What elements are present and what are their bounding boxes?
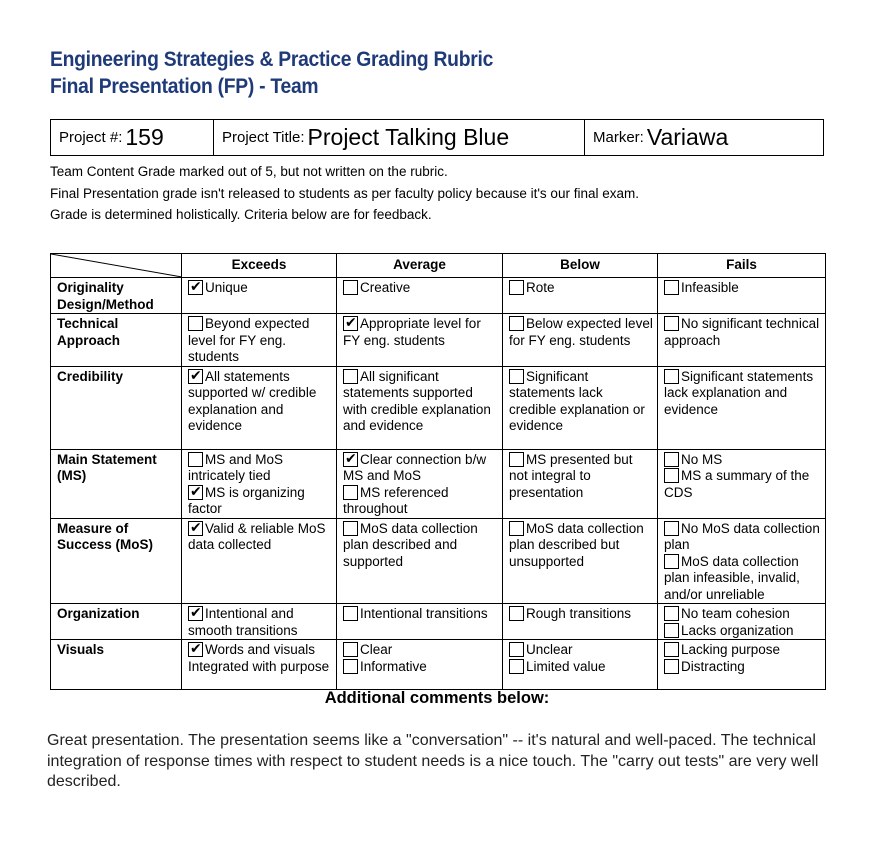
rubric-option — [664, 369, 821, 419]
rubric-row-measure-of-success-mos — [51, 518, 826, 604]
rubric-row-main-statement-ms — [51, 449, 826, 518]
option-label: Words and visuals Integrated with purpose — [188, 642, 330, 674]
criterion-label: Organization — [51, 604, 182, 640]
option-label: Limited value — [526, 658, 606, 674]
project-title-value: Project Talking Blue — [307, 124, 510, 150]
note-release-policy: Final Presentation grade isn't released to students as per faculty policy because it's our final exam. — [50, 186, 639, 201]
checkbox[interactable] — [188, 316, 203, 331]
checkbox[interactable] — [664, 452, 679, 467]
rubric-option — [664, 280, 821, 297]
rubric-cell-average — [337, 604, 503, 640]
rubric-option — [188, 280, 332, 297]
rubric-cell-below — [503, 640, 658, 690]
checkbox[interactable] — [664, 606, 679, 621]
checkbox[interactable] — [664, 623, 679, 638]
checked-checkbox[interactable] — [188, 521, 203, 536]
checkbox[interactable] — [664, 468, 679, 483]
option-label: Appropriate level for FY eng. students — [343, 316, 481, 348]
rubric-option — [664, 623, 821, 640]
rubric-option — [343, 369, 498, 435]
checkbox[interactable] — [664, 521, 679, 536]
rubric-cell-below — [503, 366, 658, 449]
rubric-option — [188, 452, 332, 485]
option-label: Lacking purpose — [681, 642, 781, 657]
checked-checkbox[interactable] — [188, 280, 203, 295]
rubric-cell-average — [337, 518, 503, 604]
rubric-header-row — [51, 254, 826, 278]
rubric-option — [509, 452, 653, 502]
option-label: Significant statements lack explanation and evidence — [664, 368, 814, 417]
option-label: Clear connection b/w MS and MoS — [343, 451, 487, 483]
rubric-option — [188, 642, 332, 675]
note-grade-scale: Team Content Grade marked out of 5, but not written on the rubric. — [50, 164, 448, 179]
rubric-row-organization — [51, 604, 826, 640]
checked-checkbox[interactable] — [188, 369, 203, 384]
option-label: Intentional and smooth transitions — [188, 606, 298, 638]
option-label: Infeasible — [681, 280, 739, 295]
option-label: Beyond expected level for FY eng. students — [188, 316, 310, 364]
rubric-row-visuals — [51, 640, 826, 690]
checkbox[interactable] — [343, 521, 358, 536]
rubric-option — [188, 369, 332, 435]
rubric-option — [509, 606, 653, 623]
rubric-cell-fails — [658, 640, 826, 690]
rubric-option — [343, 659, 498, 676]
option-label: MoS data collection plan described but unsupported — [509, 520, 644, 569]
checkbox[interactable] — [509, 521, 524, 536]
diagonal-line — [51, 254, 182, 277]
comments-body: Great presentation. The presentation seems like a "conversation" -- it's natural and well-paced. The technical integration of response times with respect to student needs is a nice touch. The "carry out tests" are very well described. — [47, 732, 819, 790]
rubric-row-originality-design-method — [51, 278, 826, 314]
rubric-cell-average — [337, 366, 503, 449]
rubric-cell-below — [503, 604, 658, 640]
rubric-option — [343, 606, 498, 623]
option-label: Clear — [360, 642, 393, 657]
checked-checkbox[interactable] — [188, 485, 203, 500]
rubric-cell-fails — [658, 449, 826, 518]
rubric-option — [343, 642, 498, 659]
corner-cell — [51, 254, 182, 278]
note-holistic: Grade is determined holistically. Criteria below are for feedback. — [50, 207, 432, 222]
column-below: Below — [503, 254, 658, 278]
rubric-cell-exceeds — [182, 640, 337, 690]
checkbox[interactable] — [509, 659, 524, 674]
rubric-row-credibility — [51, 366, 826, 449]
rubric-option — [343, 452, 498, 485]
option-label: Rote — [526, 280, 555, 295]
option-label: Unique — [205, 280, 248, 295]
rubric-cell-average — [337, 640, 503, 690]
rubric-subtitle: Final Presentation (FP) - Team — [50, 75, 319, 98]
option-label: No significant technical approach — [664, 316, 820, 348]
rubric-option — [509, 369, 653, 435]
rubric-option — [188, 521, 332, 554]
project-header — [50, 119, 824, 156]
rubric-cell-exceeds — [182, 314, 337, 367]
marker-label: Marker: — [593, 129, 644, 146]
checkbox[interactable] — [343, 606, 358, 621]
project-number-value: 159 — [125, 124, 164, 150]
rubric-option — [664, 554, 821, 604]
checkbox[interactable] — [509, 280, 524, 295]
option-label: MS referenced throughout — [343, 484, 449, 516]
rubric-cell-fails — [658, 518, 826, 604]
checkbox[interactable] — [509, 316, 524, 331]
criterion-label: Technical Approach — [51, 314, 182, 367]
option-label: Significant statements lack credible explanation or evidence — [509, 368, 645, 433]
checkbox[interactable] — [509, 452, 524, 467]
rubric-option — [664, 468, 821, 501]
checked-checkbox[interactable] — [188, 606, 203, 621]
rubric-option — [664, 452, 821, 469]
rubric-cell-exceeds — [182, 278, 337, 314]
project-title-cell — [214, 120, 585, 155]
option-label: MS is organizing factor — [188, 484, 305, 516]
option-label: Unclear — [526, 642, 573, 657]
rubric-option — [664, 659, 821, 676]
checkbox[interactable] — [343, 485, 358, 500]
rubric-cell-below — [503, 314, 658, 367]
rubric-option — [509, 316, 653, 349]
rubric-option — [343, 280, 498, 297]
rubric-option — [188, 316, 332, 366]
option-label: No MS — [681, 451, 723, 467]
option-label: No team cohesion — [681, 606, 790, 621]
option-label: MS a summary of the CDS — [664, 468, 810, 500]
option-label: Distracting — [681, 658, 745, 674]
option-label: Creative — [360, 280, 411, 295]
rubric-cell-average — [337, 449, 503, 518]
rubric-cell-below — [503, 449, 658, 518]
rubric-cell-fails — [658, 278, 826, 314]
rubric-table — [50, 253, 826, 690]
checkbox[interactable] — [664, 659, 679, 674]
option-label: All significant statements supported with credible explanation and evidence — [343, 368, 491, 433]
rubric-cell-exceeds — [182, 518, 337, 604]
option-label: All statements supported w/ credible explanation and evidence — [188, 368, 317, 433]
checkbox[interactable] — [509, 642, 524, 657]
checkbox[interactable] — [343, 659, 358, 674]
rubric-cell-fails — [658, 604, 826, 640]
checkbox[interactable] — [509, 369, 524, 384]
rubric-option — [343, 521, 498, 571]
checkbox[interactable] — [343, 642, 358, 657]
checkbox[interactable] — [509, 606, 524, 621]
option-label: Lacks organization — [681, 622, 794, 638]
option-label: Intentional transitions — [360, 606, 488, 621]
column-average: Average — [337, 254, 503, 278]
option-label: Informative — [360, 658, 427, 674]
checked-checkbox[interactable] — [343, 452, 358, 467]
rubric-title: Engineering Strategies & Practice Grading Rubric — [50, 48, 494, 71]
option-label: Rough transitions — [526, 606, 632, 621]
checkbox[interactable] — [343, 369, 358, 384]
option-label: MS and MoS intricately tied — [188, 451, 284, 483]
project-title-label: Project Title: — [222, 129, 305, 146]
option-label: No MoS data collection plan — [664, 520, 820, 552]
project-number-label: Project #: — [59, 129, 123, 146]
criterion-label: Main Statement (MS) — [51, 449, 182, 518]
criterion-label: Measure of Success (MoS) — [51, 518, 182, 604]
rubric-option — [509, 659, 653, 676]
rubric-option — [664, 642, 821, 659]
project-number-cell — [51, 120, 214, 155]
criterion-label: Originality Design/Method — [51, 278, 182, 314]
checked-checkbox[interactable] — [188, 642, 203, 657]
rubric-option — [664, 521, 821, 554]
criterion-label: Visuals — [51, 640, 182, 690]
comments-title: Additional comments below: — [324, 689, 550, 707]
rubric-option — [188, 606, 332, 639]
rubric-cell-fails — [658, 314, 826, 367]
checkbox[interactable] — [664, 280, 679, 295]
criterion-label: Credibility — [51, 366, 182, 449]
option-label: MoS data collection plan infeasible, invalid, and/or unreliable — [664, 553, 800, 602]
rubric-option — [664, 316, 821, 349]
checkbox[interactable] — [664, 554, 679, 569]
option-label: MS presented but not integral to presentation — [509, 451, 633, 500]
rubric-option — [343, 316, 498, 349]
column-exceeds: Exceeds — [182, 254, 337, 278]
rubric-cell-fails — [658, 366, 826, 449]
rubric-option — [664, 606, 821, 623]
rubric-option — [343, 485, 498, 518]
rubric-cell-exceeds — [182, 604, 337, 640]
marker-value: Variawa — [646, 124, 729, 150]
rubric-option — [509, 521, 653, 571]
rubric-cell-below — [503, 278, 658, 314]
option-label: MoS data collection plan described and supported — [343, 520, 478, 569]
rubric-option — [188, 485, 332, 518]
rubric-cell-below — [503, 518, 658, 604]
marker-cell — [585, 120, 823, 155]
rubric-cell-average — [337, 314, 503, 367]
checkbox[interactable] — [664, 642, 679, 657]
rubric-cell-exceeds — [182, 366, 337, 449]
checkbox[interactable] — [664, 316, 679, 331]
checkbox[interactable] — [664, 369, 679, 384]
checkbox[interactable] — [343, 280, 358, 295]
option-label: Below expected level for FY eng. students — [509, 316, 653, 348]
rubric-cell-average — [337, 278, 503, 314]
rubric-option — [509, 280, 653, 297]
checked-checkbox[interactable] — [343, 316, 358, 331]
rubric-row-technical-approach — [51, 314, 826, 367]
option-label: Valid & reliable MoS data collected — [188, 520, 326, 552]
checkbox[interactable] — [188, 452, 203, 467]
rubric-cell-exceeds — [182, 449, 337, 518]
rubric-option — [509, 642, 653, 659]
column-fails: Fails — [658, 254, 826, 278]
